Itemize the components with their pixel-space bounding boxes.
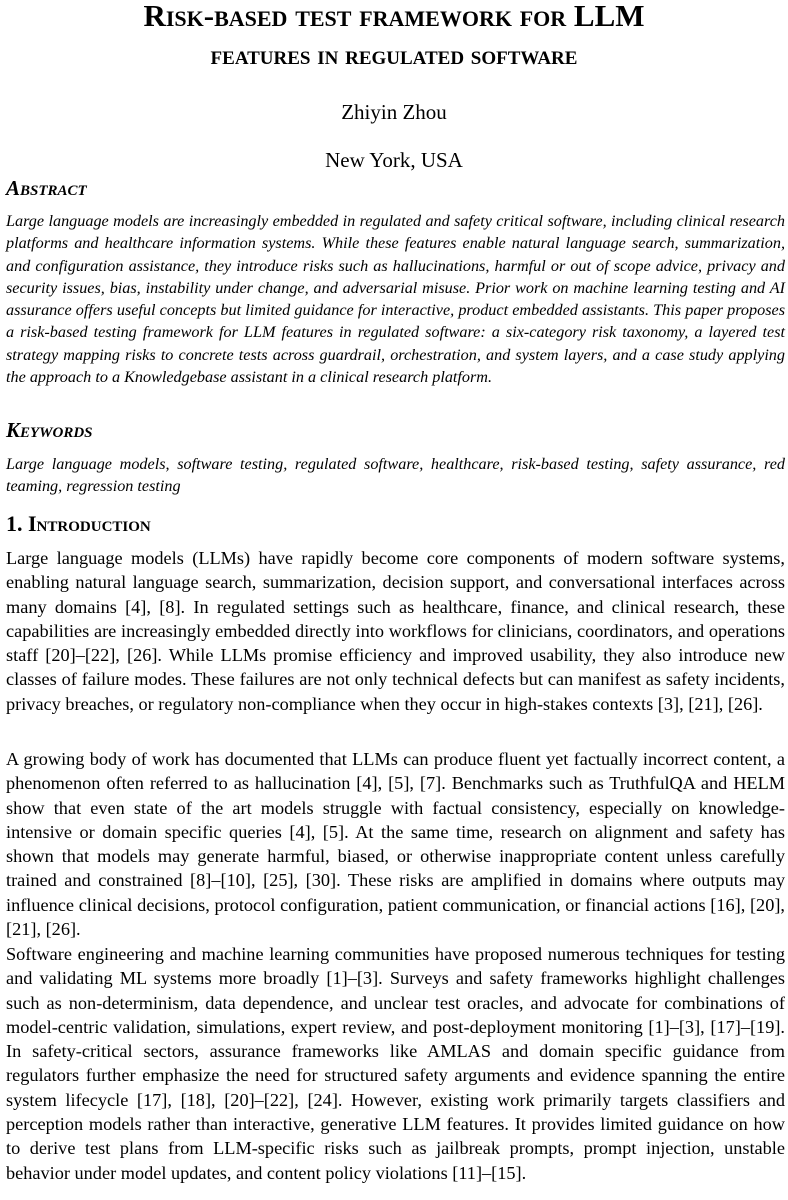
introduction-paragraph-3: Software engineering and machine learning communities have proposed numerous techniques for testing and validating ML systems more broadly [1]–[3]. Surveys and safety frameworks highlight challenges such as non-determinism, data dependence, and unclear test oracles, and advocate for combinations of model-centric validation, simulations, expert review, and post-deployment monitoring [1]–[3], [17]–[19]. In safety-critical sectors, assurance frameworks like AMLAS and domain specific guidance from regulators further emphasize the need for structured safety arguments and evidence spanning the entire system lifecycle [17], [18], [20]–[22], [24]. However, existing work primarily targets classifiers and perception models rather than interactive, generative LLM features. It provides limited guidance on how to derive test plans from LLM-specific risks such as jailbreak prompts, prompt injection, unstable behavior under model updates, and content policy violations [11]–[15]. <box>6 944 785 1183</box>
keywords-text: Large language models, software testing, regulated software, healthcare, risk-based testing, safety assurance, red teaming, regression testing <box>6 455 785 496</box>
introduction-paragraph-2: A growing body of work has documented that LLMs can produce fluent yet factually incorrect content, a phenomenon often referred to as hallucination [4], [5], [7]. Benchmarks such as TruthfulQA and HELM show that even state of the art models struggle with factual consistency, especially on knowledge-intensive or domain specific queries [4], [5]. At the same time, research on alignment and safety has shown that models may generate harmful, biased, or otherwise inappropriate content unless carefully trained and constrained [8]–[10], [25], [30]. These risks are amplified in domains where outputs may influence clinical decisions, protocol configuration, patient communication, or financial actions [16], [20], [21], [26]. <box>6 749 785 940</box>
abstract-text: Large language models are increasingly embedded in regulated and safety critical software, including clinical research platforms and healthcare information systems. While these features enable natural language search, summarization, and configuration assistance, they introduce risks such as hallucinations, harmful or out of scope advice, privacy and security issues, bias, instability under change, and adversarial misuse. Prior work on machine learning testing and AI assurance offers useful concepts but limited guidance for interactive, product embedded assistants. This paper proposes a risk-based testing framework for LLM features in regulated software: a six-category risk taxonomy, a layered test strategy mapping risks to concrete tests across guardrail, orchestration, and system layers, and a case study applying the approach to a Knowledgebase assistant in a clinical research platform. <box>6 212 785 387</box>
introduction-paragraph-1: Large language models (LLMs) have rapidly become core components of modern software systems, enabling natural language search, summarization, decision support, and conversational interfaces across many domains [4], [8]. In regulated settings such as healthcare, finance, and clinical research, these capabilities are increasingly embedded directly into workflows for clinicians, coordinators, and operations staff [20]–[22], [26]. While LLMs promise efficiency and improved usability, they also introduce new classes of failure modes. These failures are not only technical defects but can manifest as safety incidents, privacy breaches, or regulatory non-compliance when they occur in high-stakes contexts [3], [21], [26]. <box>6 548 785 714</box>
abstract-heading: Abstract <box>6 176 87 200</box>
author-location: New York, USA <box>325 148 463 172</box>
paper-title-line-1: Risk-based test framework for LLM <box>143 0 645 33</box>
author-name: Zhiyin Zhou <box>341 100 447 124</box>
introduction-heading: 1. Introduction <box>6 511 151 536</box>
keywords-heading: Keywords <box>6 418 93 442</box>
paper-title-line-2: features in regulated software <box>210 40 578 70</box>
